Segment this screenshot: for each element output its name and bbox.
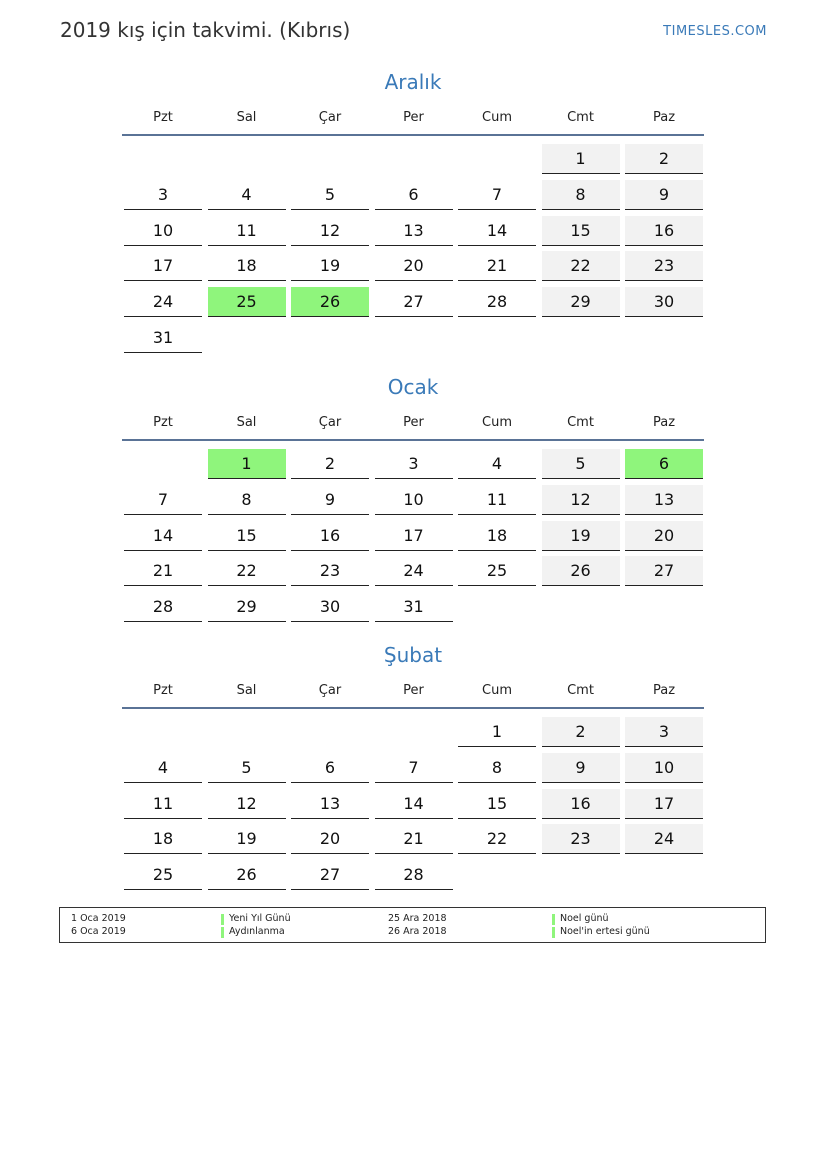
- day-cell[interactable]: 17: [625, 789, 703, 819]
- weekday-label: Per: [403, 683, 424, 698]
- day-cell[interactable]: 7: [375, 753, 453, 783]
- holiday-day-cell[interactable]: 6: [625, 449, 703, 479]
- day-cell[interactable]: 1: [458, 717, 536, 747]
- weekday-label: Per: [403, 110, 424, 125]
- weekday-label: Paz: [652, 415, 676, 430]
- day-cell[interactable]: 18: [208, 251, 286, 281]
- legend-holiday-name: Noel günü: [560, 913, 609, 924]
- day-cell[interactable]: 13: [625, 485, 703, 515]
- day-cell[interactable]: 2: [625, 144, 703, 174]
- weekday-label: Cmt: [567, 415, 594, 430]
- day-cell[interactable]: 23: [542, 824, 620, 854]
- day-cell[interactable]: 15: [542, 216, 620, 246]
- day-cell[interactable]: 17: [375, 521, 453, 551]
- day-cell[interactable]: 4: [208, 180, 286, 210]
- day-cell[interactable]: 29: [208, 592, 286, 622]
- weekday-label: Pzt: [153, 683, 173, 698]
- weekday-label: Cum: [482, 683, 512, 698]
- day-cell[interactable]: 26: [208, 860, 286, 890]
- holiday-marker: [552, 927, 555, 938]
- day-cell[interactable]: 20: [291, 824, 369, 854]
- legend-date: 6 Oca 2019: [71, 926, 126, 937]
- day-cell[interactable]: 19: [542, 521, 620, 551]
- day-cell[interactable]: 8: [208, 485, 286, 515]
- day-cell[interactable]: 6: [375, 180, 453, 210]
- day-cell[interactable]: 11: [458, 485, 536, 515]
- day-cell[interactable]: 21: [375, 824, 453, 854]
- day-cell[interactable]: 11: [208, 216, 286, 246]
- day-cell[interactable]: 12: [208, 789, 286, 819]
- day-cell[interactable]: 23: [625, 251, 703, 281]
- holiday-marker: [221, 927, 224, 938]
- day-cell[interactable]: 20: [375, 251, 453, 281]
- weekday-label: Çar: [318, 683, 342, 698]
- weekday-label: Çar: [318, 415, 342, 430]
- weekday-label: Cmt: [567, 683, 594, 698]
- brand-logo[interactable]: TIMESLES.COM: [663, 24, 767, 39]
- holiday-legend: [59, 907, 766, 943]
- day-cell[interactable]: 4: [124, 753, 202, 783]
- weekday-label: Paz: [652, 110, 676, 125]
- day-cell[interactable]: 19: [291, 251, 369, 281]
- weekday-label: Sal: [236, 110, 257, 125]
- day-cell[interactable]: 3: [625, 717, 703, 747]
- day-cell[interactable]: 14: [375, 789, 453, 819]
- day-cell[interactable]: 27: [375, 287, 453, 317]
- month-name: Şubat: [383, 643, 443, 667]
- day-cell[interactable]: 29: [542, 287, 620, 317]
- day-cell[interactable]: 16: [625, 216, 703, 246]
- day-cell[interactable]: 13: [291, 789, 369, 819]
- day-cell[interactable]: 31: [124, 323, 202, 353]
- day-cell[interactable]: 28: [458, 287, 536, 317]
- day-cell[interactable]: 28: [375, 860, 453, 890]
- weekday-header: [122, 110, 704, 136]
- day-cell[interactable]: 2: [542, 717, 620, 747]
- page-title: 2019 kış için takvimi. (Kıbrıs): [60, 18, 351, 42]
- day-cell[interactable]: 15: [208, 521, 286, 551]
- weekday-label: Per: [403, 415, 424, 430]
- weekday-label: Cmt: [567, 110, 594, 125]
- weekday-label: Çar: [318, 110, 342, 125]
- holiday-marker: [221, 914, 224, 925]
- month-name: Aralık: [384, 70, 442, 94]
- legend-date: 26 Ara 2018: [388, 926, 447, 937]
- legend-holiday-name: Aydınlanma: [229, 926, 285, 937]
- weekday-header: [122, 683, 704, 709]
- weekday-label: Sal: [236, 683, 257, 698]
- day-cell[interactable]: 19: [208, 824, 286, 854]
- holiday-marker: [552, 914, 555, 925]
- day-cell[interactable]: 7: [124, 485, 202, 515]
- day-cell[interactable]: 25: [124, 860, 202, 890]
- day-cell[interactable]: 18: [458, 521, 536, 551]
- day-cell[interactable]: 22: [208, 556, 286, 586]
- day-cell[interactable]: 27: [291, 860, 369, 890]
- day-cell[interactable]: 11: [124, 789, 202, 819]
- day-cell[interactable]: 8: [458, 753, 536, 783]
- day-cell[interactable]: 10: [124, 216, 202, 246]
- legend-holiday-name: Yeni Yıl Günü: [229, 913, 291, 924]
- day-cell[interactable]: 21: [124, 556, 202, 586]
- day-cell[interactable]: 14: [458, 216, 536, 246]
- day-cell[interactable]: 5: [542, 449, 620, 479]
- holiday-day-cell[interactable]: 25: [208, 287, 286, 317]
- day-cell[interactable]: 5: [208, 753, 286, 783]
- day-cell[interactable]: 8: [542, 180, 620, 210]
- day-cell[interactable]: 22: [542, 251, 620, 281]
- day-cell[interactable]: 28: [124, 592, 202, 622]
- day-cell[interactable]: 30: [291, 592, 369, 622]
- day-cell[interactable]: 9: [291, 485, 369, 515]
- weekday-label: Cum: [482, 110, 512, 125]
- day-cell[interactable]: 26: [542, 556, 620, 586]
- day-cell[interactable]: 3: [124, 180, 202, 210]
- day-cell[interactable]: 25: [458, 556, 536, 586]
- day-cell[interactable]: 13: [375, 216, 453, 246]
- day-cell[interactable]: 3: [375, 449, 453, 479]
- day-cell[interactable]: 24: [625, 824, 703, 854]
- weekday-label: Pzt: [153, 110, 173, 125]
- day-cell[interactable]: 17: [124, 251, 202, 281]
- day-cell[interactable]: 10: [625, 753, 703, 783]
- day-cell[interactable]: 6: [291, 753, 369, 783]
- holiday-day-cell[interactable]: 26: [291, 287, 369, 317]
- legend-date: 1 Oca 2019: [71, 913, 126, 924]
- day-cell[interactable]: 18: [124, 824, 202, 854]
- day-cell[interactable]: 21: [458, 251, 536, 281]
- legend-holiday-name: Noel'in ertesi günü: [560, 926, 650, 937]
- day-cell[interactable]: 9: [542, 753, 620, 783]
- day-cell[interactable]: 23: [291, 556, 369, 586]
- weekday-label: Sal: [236, 415, 257, 430]
- day-cell[interactable]: 16: [291, 521, 369, 551]
- day-cell[interactable]: 12: [542, 485, 620, 515]
- legend-date: 25 Ara 2018: [388, 913, 447, 924]
- day-cell[interactable]: 24: [124, 287, 202, 317]
- day-cell[interactable]: 15: [458, 789, 536, 819]
- day-cell[interactable]: 1: [542, 144, 620, 174]
- weekday-header: [122, 415, 704, 441]
- day-cell[interactable]: 30: [625, 287, 703, 317]
- weekday-label: Pzt: [153, 415, 173, 430]
- weekday-label: Cum: [482, 415, 512, 430]
- day-cell[interactable]: 7: [458, 180, 536, 210]
- day-cell[interactable]: 24: [375, 556, 453, 586]
- day-cell[interactable]: 16: [542, 789, 620, 819]
- day-cell[interactable]: 2: [291, 449, 369, 479]
- day-cell[interactable]: 31: [375, 592, 453, 622]
- weekday-label: Paz: [652, 683, 676, 698]
- day-cell[interactable]: 4: [458, 449, 536, 479]
- day-cell[interactable]: 14: [124, 521, 202, 551]
- day-cell[interactable]: 10: [375, 485, 453, 515]
- day-cell[interactable]: 20: [625, 521, 703, 551]
- day-cell[interactable]: 27: [625, 556, 703, 586]
- day-cell[interactable]: 9: [625, 180, 703, 210]
- day-cell[interactable]: 12: [291, 216, 369, 246]
- day-cell[interactable]: 22: [458, 824, 536, 854]
- month-name: Ocak: [387, 375, 439, 399]
- holiday-day-cell[interactable]: 1: [208, 449, 286, 479]
- day-cell[interactable]: 5: [291, 180, 369, 210]
